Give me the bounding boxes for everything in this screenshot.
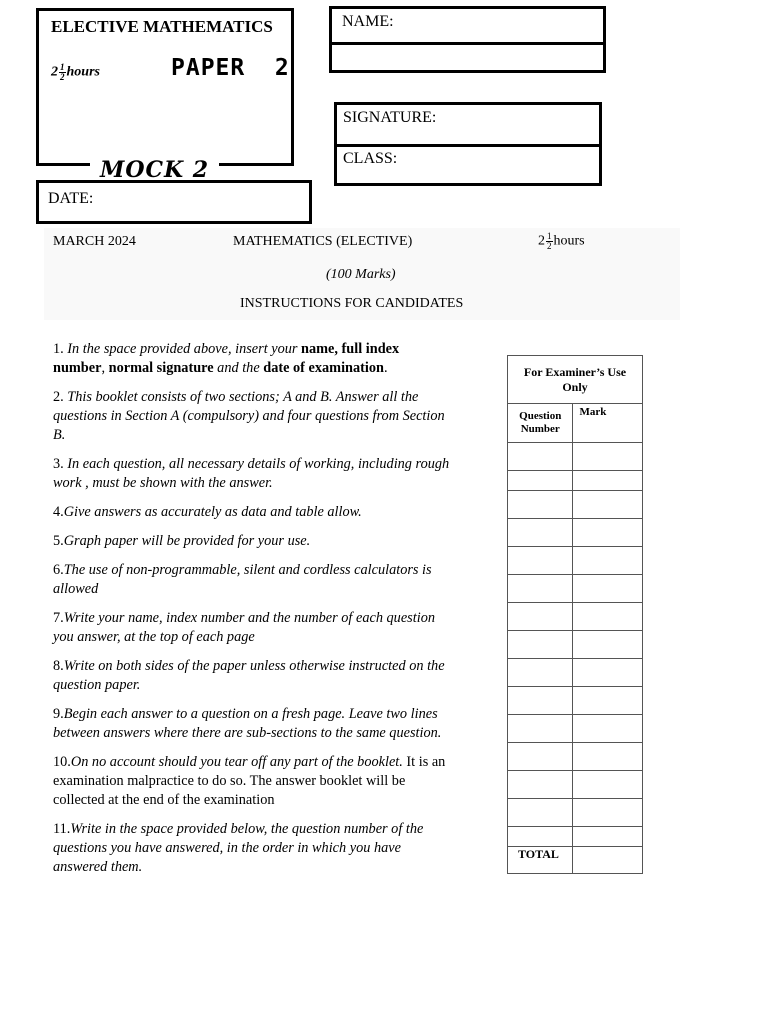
instruction-item <box>53 753 453 810</box>
name-divider <box>332 42 603 45</box>
exam-month: MARCH 2024 <box>53 234 136 249</box>
mark-cell[interactable] <box>573 575 643 603</box>
total-label: TOTAL <box>508 847 573 874</box>
mark-row <box>508 547 643 575</box>
col-mark: Mark <box>573 404 643 443</box>
total-mark-cell[interactable] <box>573 847 643 874</box>
class-label: CLASS: <box>343 150 398 167</box>
instruction-text: Write your name, index number and the number of each question you answer, at the top of each page <box>53 610 435 645</box>
mark-row <box>508 443 643 471</box>
instruction-text: normal signature <box>108 360 214 376</box>
instruction-item <box>53 561 453 599</box>
instruction-number: 2. <box>53 389 68 405</box>
mark-cell[interactable] <box>573 631 643 659</box>
mark-row <box>508 715 643 743</box>
instruction-item <box>53 609 453 647</box>
exam-subject: MATHEMATICS (ELECTIVE) <box>233 234 413 249</box>
instruction-item <box>53 532 453 551</box>
question-number-cell[interactable] <box>508 631 573 659</box>
exam-duration: 2 $\frac{1}{2}$ hours <box>538 231 585 251</box>
instruction-item <box>53 388 453 445</box>
mark-row <box>508 799 643 827</box>
duration-fraction: $\frac{1}{2}$ <box>60 62 65 82</box>
instruction-item <box>53 657 453 695</box>
exam-marks: (100 Marks) <box>326 267 396 282</box>
examiner-table <box>507 355 643 874</box>
question-number-cell[interactable] <box>508 687 573 715</box>
question-number-cell[interactable] <box>508 799 573 827</box>
question-number-cell[interactable] <box>508 519 573 547</box>
name-label: NAME: <box>342 13 394 30</box>
instruction-text: and the <box>213 360 264 376</box>
question-number-cell[interactable] <box>508 743 573 771</box>
mark-cell[interactable] <box>573 715 643 743</box>
instructions-heading: INSTRUCTIONS FOR CANDIDATES <box>240 296 464 311</box>
instruction-text: It is an examination malpractice to do so. The answer booklet will be collected at the end of the examination <box>53 754 446 808</box>
instruction-text: , <box>101 360 109 376</box>
instruction-item <box>53 820 453 877</box>
instruction-number: 1. <box>53 341 68 357</box>
question-number-cell[interactable] <box>508 603 573 631</box>
instruction-number: 8. <box>53 658 64 674</box>
instruction-number: 7. <box>53 610 64 626</box>
signature-class-box[interactable] <box>334 102 602 186</box>
mark-cell[interactable] <box>573 687 643 715</box>
mark-row <box>508 827 643 847</box>
instruction-text: Write on both sides of the paper unless otherwise instructed on the question paper. <box>53 658 445 693</box>
signature-label: SIGNATURE: <box>343 109 437 126</box>
total-row <box>508 847 643 874</box>
examiner-heading: For Examiner’s Use Only <box>508 356 643 404</box>
examiner-table-wrap <box>507 355 643 874</box>
question-number-cell[interactable] <box>508 827 573 847</box>
instruction-text: Write in the space provided below, the question number of the questions you have answered, in the order in which you have answered them. <box>53 821 424 875</box>
mark-cell[interactable] <box>573 771 643 799</box>
mark-cell[interactable] <box>573 519 643 547</box>
question-number-cell[interactable] <box>508 771 573 799</box>
instruction-text: In the space provided above, insert your <box>67 341 302 357</box>
question-number-cell[interactable] <box>508 715 573 743</box>
col-question-number: Question Number <box>508 404 573 443</box>
instruction-text: Give answers as accurately as data and table allow. <box>63 504 362 520</box>
subject-title: ELECTIVE MATHEMATICS <box>51 17 273 36</box>
instruction-text: Begin each answer to a question on a fresh page. Leave two lines between answers where there are sub-sections to the same question. <box>53 706 442 741</box>
instruction-number: 10. <box>53 754 71 770</box>
mark-cell[interactable] <box>573 827 643 847</box>
paper-number: PAPER 2 <box>171 55 290 81</box>
instruction-text: . <box>383 360 388 376</box>
instruction-number: 5. <box>53 533 64 549</box>
mark-cell[interactable] <box>573 491 643 519</box>
signature-divider <box>337 144 599 147</box>
instruction-text: name, full index number <box>53 341 400 376</box>
mark-row <box>508 631 643 659</box>
instruction-number: 11. <box>53 821 71 837</box>
instruction-number: 6. <box>53 562 64 578</box>
date-box[interactable] <box>36 180 312 224</box>
question-number-cell[interactable] <box>508 491 573 519</box>
instruction-text: The use of non-programmable, silent and cordless calculators is allowed <box>53 562 432 597</box>
exam-duration-fraction: $\frac{1}{2}$ <box>547 231 552 251</box>
mark-row <box>508 491 643 519</box>
mark-row <box>508 771 643 799</box>
duration-whole: 2 <box>51 64 58 80</box>
instruction-number: 9. <box>53 706 64 722</box>
mark-cell[interactable] <box>573 547 643 575</box>
mark-row <box>508 659 643 687</box>
instruction-text: On no account should you tear off any part of the booklet. <box>70 754 403 770</box>
mark-row <box>508 519 643 547</box>
mark-row <box>508 687 643 715</box>
question-number-cell[interactable] <box>508 659 573 687</box>
instruction-item <box>53 340 453 378</box>
date-label: DATE: <box>48 190 94 207</box>
question-number-cell[interactable] <box>508 471 573 491</box>
instruction-text: This booklet consists of two sections; A and B. Answer all the questions in Section A (compulsory) and four questions from Section B. <box>53 389 445 443</box>
mark-cell[interactable] <box>573 603 643 631</box>
mark-cell[interactable] <box>573 443 643 471</box>
mark-row <box>508 575 643 603</box>
name-box[interactable] <box>329 6 606 73</box>
mark-cell[interactable] <box>573 659 643 687</box>
instruction-text: In each question, all necessary details of working, including rough work , must be shown with the answer. <box>53 456 450 491</box>
mark-cell[interactable] <box>573 471 643 491</box>
instruction-item <box>53 455 453 493</box>
question-number-cell[interactable] <box>508 547 573 575</box>
instruction-item <box>53 705 453 743</box>
duration <box>51 63 100 82</box>
mark-cell[interactable] <box>573 799 643 827</box>
instruction-item <box>53 503 453 522</box>
mock-label: MOCK 2 <box>90 156 219 184</box>
mark-cell[interactable] <box>573 743 643 771</box>
instruction-text: Graph paper will be provided for your use. <box>63 533 311 549</box>
duration-unit: hours <box>66 64 100 80</box>
mark-row <box>508 471 643 491</box>
instructions-list <box>53 340 453 887</box>
instruction-number: 3. <box>53 456 68 472</box>
instruction-text: date of examination <box>263 360 384 376</box>
question-number-cell[interactable] <box>508 575 573 603</box>
mark-row <box>508 603 643 631</box>
title-box <box>36 8 294 166</box>
question-number-cell[interactable] <box>508 443 573 471</box>
instruction-number: 4. <box>53 504 64 520</box>
mark-row <box>508 743 643 771</box>
